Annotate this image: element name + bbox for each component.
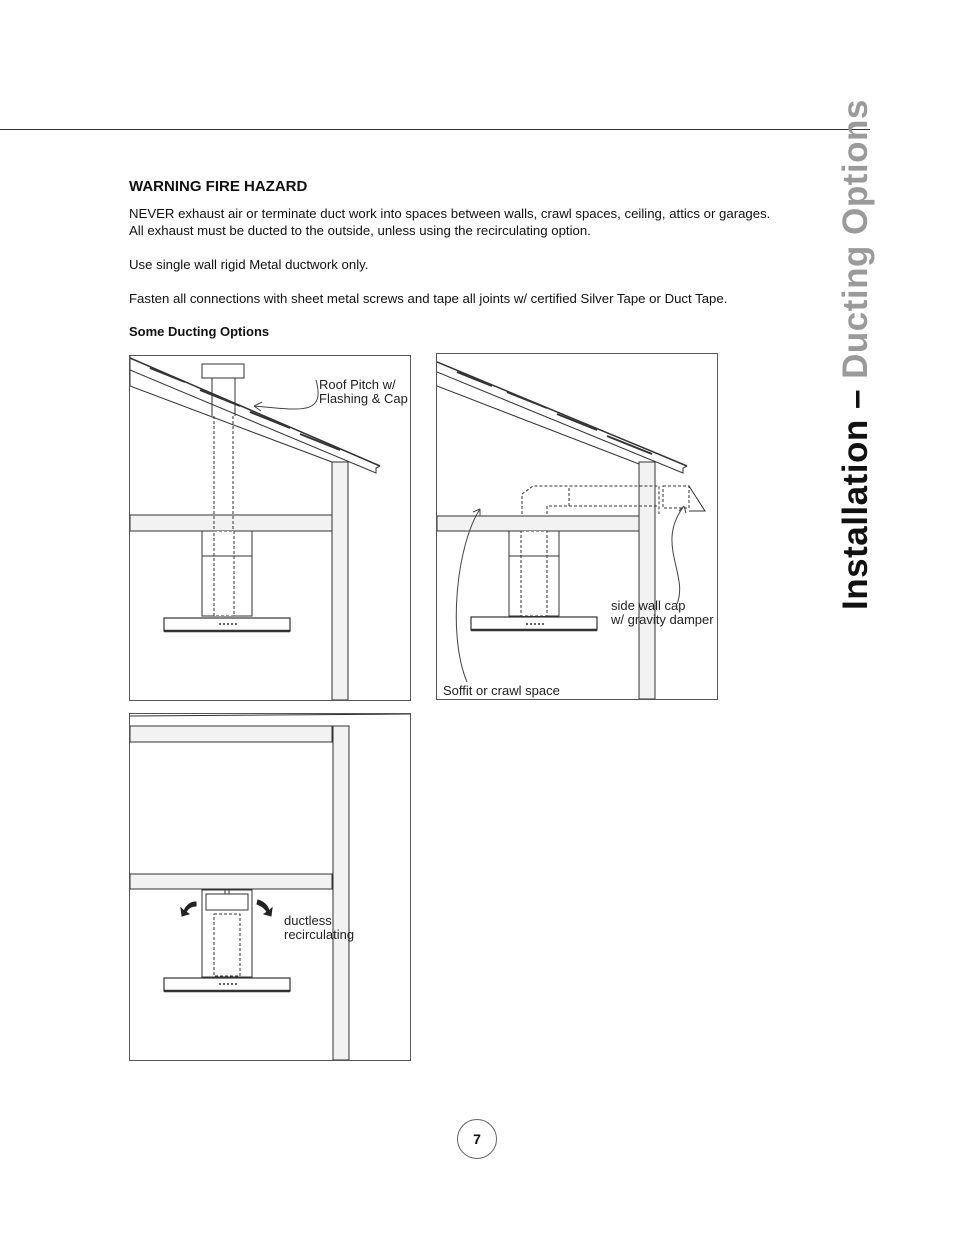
recirculating-label-line1: ductless [284,913,332,928]
roof-pitch-label-line2: Flashing & Cap [319,391,408,406]
ducting-options-heading: Some Ducting Options [129,324,270,339]
side-wall-cap-label [611,599,714,627]
warning-heading: WARNING FIRE HAZARD [129,178,308,195]
recirculating-diagram [129,713,411,1061]
section-title-vertical [836,99,876,610]
recirculating-illustration [130,714,410,1060]
side-wall-cap-line2: w/ gravity damper [611,612,714,627]
side-wall-cap-line1: side wall cap [611,598,686,613]
roof-pitch-label-line1: Roof Pitch w/ [319,377,396,392]
page-number: 7 [457,1119,497,1159]
fastening-note: Fasten all connections with sheet metal screws and tape all joints w/ certified Silver Tape or Duct Tape. [129,291,728,306]
section-title-ducting-options: Ducting Options [836,99,875,379]
sidewall-ducting-diagram [436,353,718,700]
sidewall-ducting-illustration [437,354,717,699]
warning-paragraph [129,205,829,239]
soffit-label: Soffit or crawl space [443,683,560,698]
warning-line-2: All exhaust must be ducted to the outside, unless using the recirculating option. [129,223,591,238]
roof-ducting-diagram [129,355,411,701]
section-title-installation: Installation – [836,378,875,610]
recirculating-label [284,914,354,942]
ductwork-note: Use single wall rigid Metal ductwork only. [129,257,369,272]
header-rule [0,129,870,130]
roof-pitch-label [319,378,408,406]
roof-ducting-illustration [130,356,410,700]
recirculating-label-line2: recirculating [284,927,355,942]
warning-line-1: NEVER exhaust air or terminate duct work into spaces between walls, crawl spaces, ceiling, attics or garages. [129,206,771,221]
